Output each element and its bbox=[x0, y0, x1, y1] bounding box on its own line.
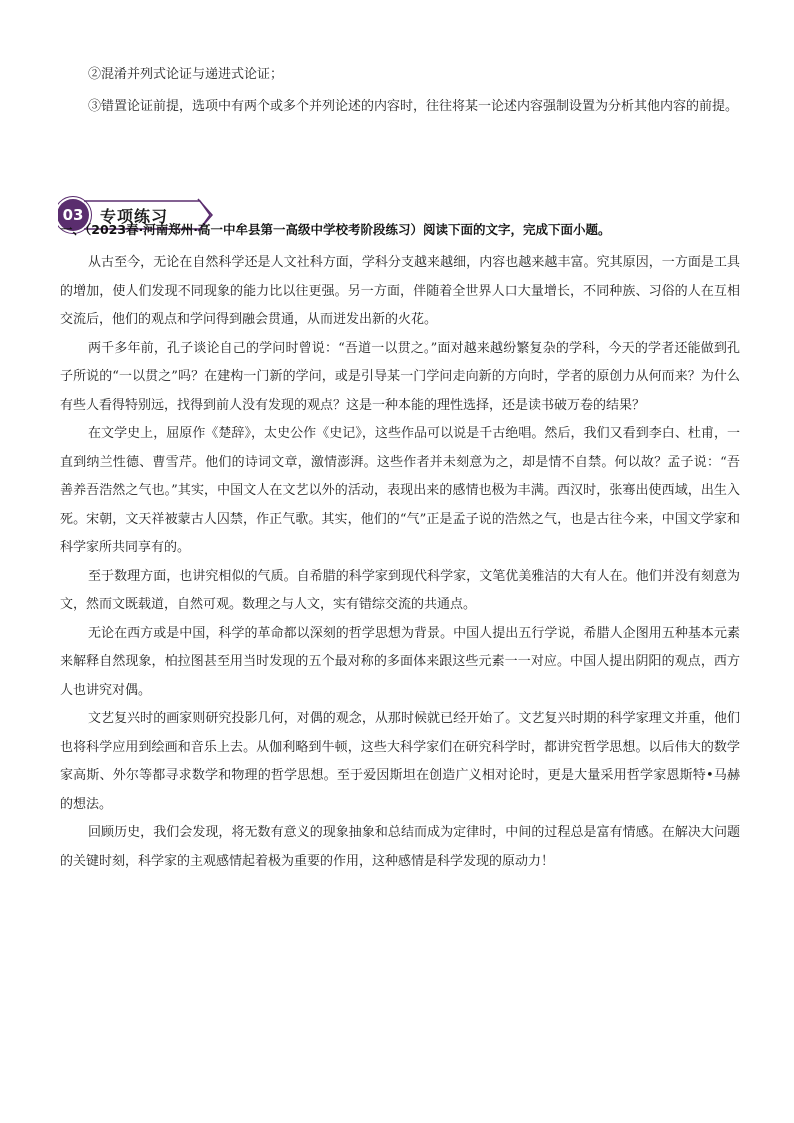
passage-paragraph: 回顾历史，我们会发现，将无数有意义的现象抽象和总结而成为定律时，中间的过程总是富有情感。在解决大问题的关键时刻，科学家的主观感情起着极为重要的作用，这种感情是科学发现的原动力！ bbox=[60, 825, 740, 869]
intro-item-3 bbox=[60, 91, 740, 122]
passage-paragraph: 从古至今，无论在自然科学还是人文社科方面，学科分支越来越细，内容也越来越丰富。究其原因，一方面是工具的增加，使人们发现不同现象的能力比以往更强。另一方面，伴随着全世界人口大量增长，不同种族、习俗的人在互相交流后，他们的观点和学问得到融会贯通，从而迸发出新的火花。 bbox=[60, 255, 740, 327]
passage-paragraph: 无论在西方或是中国，科学的革命都以深刻的哲学思想为背景。中国人提出五行学说，希腊人企图用五种基本元素来解释自然现象，柏拉图甚至用当时发现的五个最对称的多面体来跟这些元素一一对应。中国人提出阴阳的观点，西方人也讲究对偶。 bbox=[60, 625, 740, 698]
reading-passage bbox=[60, 249, 740, 876]
section-number: 03 bbox=[62, 206, 84, 224]
passage-paragraph: 文艺复兴时的画家则研究投影几何，对偶的观念，从那时候就已经开始了。文艺复兴时期的科学家理文并重，他们也将科学应用到绘画和音乐上去。从伽利略到牛顿，这些大科学家们在研究科学时，都讲究哲学思想。以后伟大的数学家高斯、外尔等都寻求数学和物理的哲学思想。至于爱因斯坦在创造广义相对论时，更是大量采用哲学家恩斯特•马赫的想法。 bbox=[60, 711, 740, 812]
passage-paragraph: 在文学史上，屈原作《楚辞》，太史公作《史记》，这些作品可以说是千古绝唱。然后，我们又看到李白、杜甫，一直到纳兰性德、曹雪芹。他们的诗词文章，激情澎湃。这些作者并未刻意为之，却是情不自禁。何以故？孟子说：“吾善养吾浩然之气也。”其实，中国文人在文艺以外的活动，表现出来的感情也极为丰满。西汉时，张骞出使西域，出生入死。宋朝，文天祥被蒙古人囚禁，作正气歌。其实，他们的“气”正是孟子说的浩然之气，也是古往今来，中国文学家和科学家所共同享有的。 bbox=[60, 426, 740, 555]
intro-item-2 bbox=[60, 59, 740, 90]
passage-paragraph: 至于数理方面，也讲究相似的气质。自希腊的科学家到现代科学家，文笔优美雅洁的大有人在。他们并没有刻意为文，然而文既载道，自然可观。数理之与人文，实有错综交流的共通点。 bbox=[60, 568, 740, 612]
passage-paragraph: 两千多年前，孔子谈论自己的学问时曾说：“吾道一以贯之。”面对越来越纷繁复杂的学科，今天的学者还能做到孔子所说的“一以贯之”吗？在建构一门新的学问，或是引导某一门学问走向新的方向时，学者的原创力从何而来？为什么有些人看得特别远，找得到前人没有发现的观点？这是一种本能的理性选择，还是读书破万卷的结果？ bbox=[60, 340, 740, 413]
intro-line-3: ③错置论证前提，选项中有两个或多个并列论述的内容时，往往将某一论述内容强制设置为分析其他内容的前提。 bbox=[88, 99, 739, 114]
question-heading: 一、（2023春·河南郑州·高一中牟县第一高级中学校考阶段练习）阅读下面的文字，完成下面小题。 bbox=[60, 222, 611, 237]
intro-line-2: ②混淆并列式论证与递进式论证； bbox=[88, 67, 284, 82]
section-title: 专项练习 bbox=[100, 207, 169, 226]
